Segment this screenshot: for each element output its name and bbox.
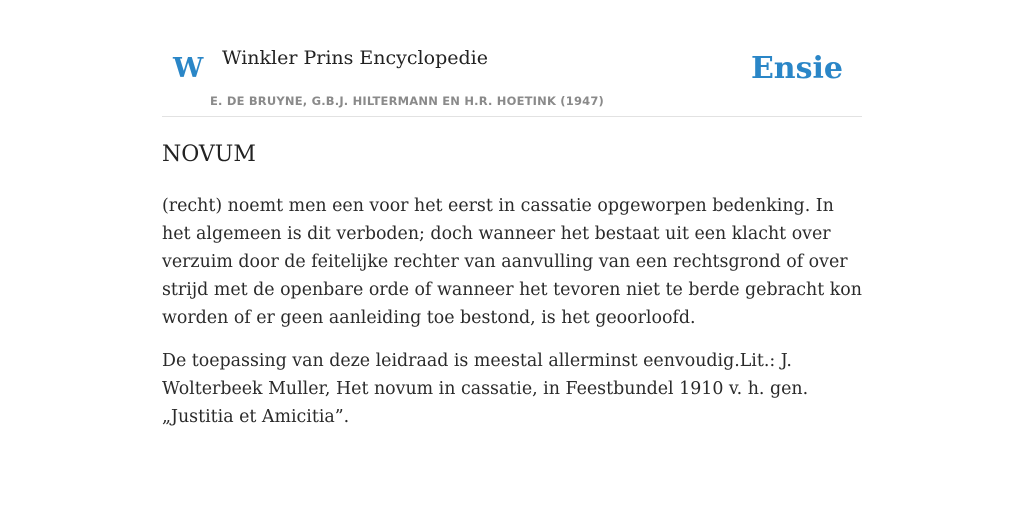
authors-subtitle: E. DE BRUYNE, G.B.J. HILTERMANN EN H.R. HOETINK (1947): [210, 94, 605, 108]
entry-title: NOVUM: [162, 142, 256, 167]
entry-paragraph: De toepassing van deze leidraad is meestal allerminst eenvoudig.Lit.: J. Wolterbeek Muller, Het novum in cassatie, in Feestbundel 1910 v. h. gen. „Justitia et Amicitia”.: [162, 351, 809, 427]
site-header: [162, 0, 862, 117]
ensie-logo-link[interactable]: Ensie: [750, 51, 843, 86]
entry-body: [162, 192, 862, 446]
page: [162, 0, 862, 427]
site-title[interactable]: Winkler Prins Encyclopedie: [222, 47, 488, 69]
winkler-prins-logo[interactable]: W: [173, 53, 204, 84]
entry-paragraph: (recht) noemt men een voor het eerst in cassatie opgeworpen bedenking. In het algemeen is dit verboden; doch wanneer het bestaat uit een klacht over verzuim door de feitelijke rechter van aanvulling van een rechtsgrond of over strijd met de openbare orde of wanneer het tevoren niet te berde gebracht kon worden of er geen aanleiding toe bestond, is het geoorloofd.: [162, 196, 862, 328]
